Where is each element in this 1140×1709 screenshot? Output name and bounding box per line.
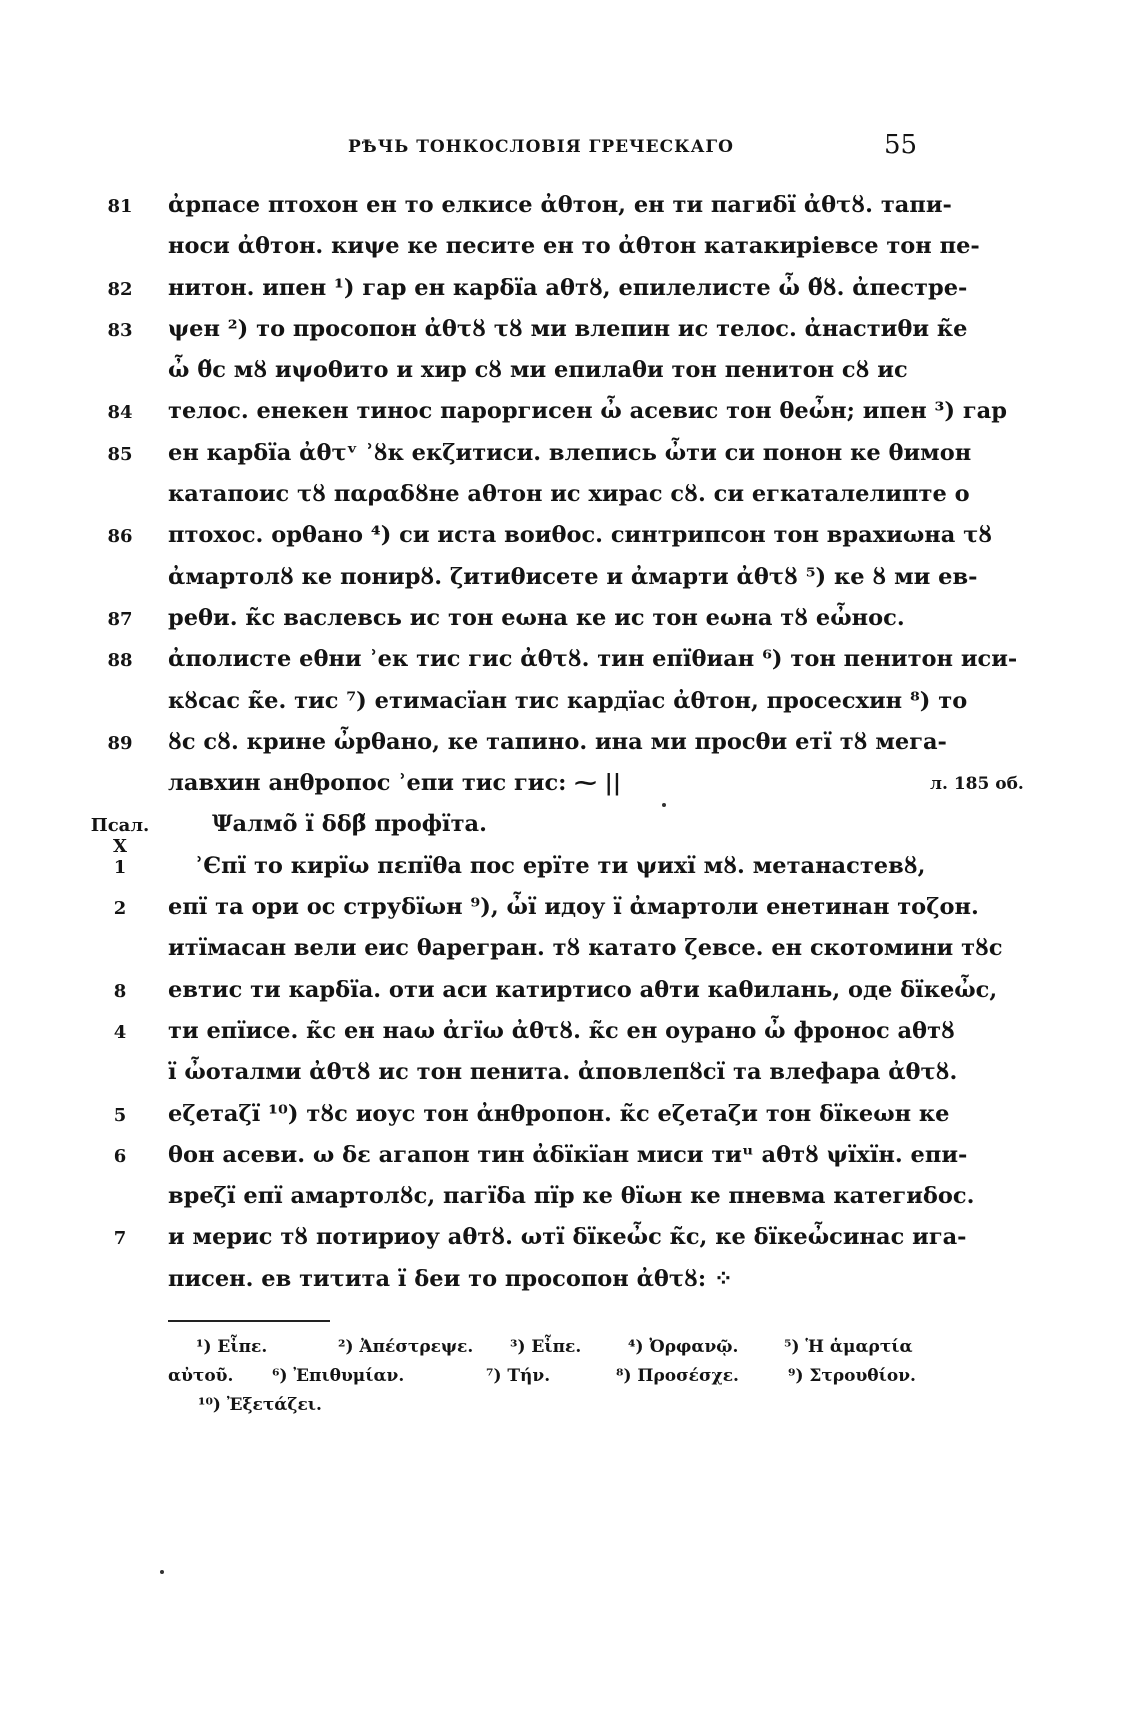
footnote: ⁷) Τήν. <box>486 1366 551 1386</box>
line-text: ен карδїа ἀθτᵛ ʾȣк екζитиси. влепись ὦти си понон ке θимон <box>168 439 972 466</box>
verse-number: 4 <box>113 1021 127 1043</box>
line-text: писен. ев тиτита ї δеи то просопон ἀθτȣ: ⁘ <box>168 1265 733 1292</box>
text-line <box>0 640 1140 681</box>
text-line <box>0 475 1140 516</box>
verse-number: 84 <box>107 402 133 424</box>
line-text: нитон. ипен ¹) гар ен карδїа аθтȣ, епилелисте ὦ θ̃ȣ. ἀпестре- <box>168 274 968 301</box>
footnote: αὐτοῦ. <box>168 1366 234 1386</box>
text-line <box>0 682 1140 723</box>
line-text: епї та ори ос струδїωн ⁹), ὦї идоу ї ἀмартоли енетинан тоζон. <box>168 894 979 921</box>
line-text: еζетаζї ¹⁰) тȣс иоус тон ἀнθропон. к̃с еζетаζи тон δїкеωн ке <box>168 1100 950 1127</box>
footnote-row <box>168 1391 913 1420</box>
line-text: ἀмартолȣ ке понирȣ. ζитиθисете и ἀмарти ἀθτȣ ⁵) ке ȣ ми ев- <box>168 563 978 590</box>
text-line <box>0 351 1140 392</box>
line-text: птохос. орθано ⁴) си иста воиθос. синтрипсон тон врахиωна τȣ <box>168 522 993 549</box>
verse-number: 6 <box>113 1145 127 1167</box>
line-text: ȣс сȣ. крине ὦрθано, ке тапино. ина ми просθи етї тȣ мега- <box>168 728 947 755</box>
verse-number: 5 <box>113 1104 127 1126</box>
text-line <box>0 186 1140 227</box>
text-line <box>0 971 1140 1012</box>
verse-number: 87 <box>107 608 133 630</box>
verse-number: 83 <box>107 319 133 341</box>
footnote-row <box>168 1362 916 1391</box>
verse-number: 89 <box>107 732 133 754</box>
footnote-row <box>168 1333 913 1362</box>
ink-speck <box>662 803 666 807</box>
text-line <box>0 723 1140 764</box>
footnote: ²) Ἀπέστρεψε. <box>338 1337 474 1357</box>
text-line <box>0 516 1140 557</box>
text-line <box>0 1012 1140 1053</box>
text-line <box>0 929 1140 970</box>
page-number: 55 <box>884 130 918 160</box>
text-line <box>0 888 1140 929</box>
line-text: носи ἀθтон. киψе ке песите ен то ἀθтон катакиріевсе тон пе- <box>168 233 980 260</box>
text-line <box>0 599 1140 640</box>
text-line <box>0 1218 1140 1259</box>
verse-number: 1 <box>113 856 127 878</box>
verse-number: 82 <box>107 278 133 300</box>
text-line <box>0 434 1140 475</box>
margin-folio-note: л. 185 об. <box>930 774 1024 795</box>
line-text: катапоис τȣ παραδȣне аθтон ис хирас сȣ. си егкаталелипте о <box>168 481 970 508</box>
footnote: ¹) Εἶπε. <box>196 1337 268 1357</box>
footnote: ¹⁰) Ἐξετάζει. <box>198 1395 322 1415</box>
line-text: ὦ θ̃с мȣ иψоθито и хир сȣ ми епилаθи тон пенитон сȣ ис <box>168 357 908 384</box>
line-text: итїмасан вели еис θарегран. тȣ катато ζевсе. ен скотомини тȣс <box>168 935 1003 962</box>
text-line <box>0 1053 1140 1094</box>
text-line <box>0 1095 1140 1136</box>
footnote: ³) Εἶπε. <box>510 1337 582 1357</box>
psalm-heading: Ψалмо̃ ї δδβ̃ профїта. <box>212 811 487 838</box>
line-text: телос. енекен тинос пароргисен ὦ асевис тон θеὦн; ипен ³) гар <box>168 398 1007 425</box>
line-text: реθи. к̃с васлевсь ис тон еωна ке ис тон еωна тȣ еὦнос. <box>168 604 905 631</box>
footnote-divider <box>168 1320 330 1322</box>
footnote: ⁴) Ὀρφανῷ. <box>628 1337 739 1357</box>
text-line <box>0 310 1140 351</box>
text-line <box>0 558 1140 599</box>
line-text: θон асеви. ω δε агапон тин ἀδїкїан миси тиᵘ аθтȣ ψїхїн. епи- <box>168 1141 968 1168</box>
text-line <box>0 847 1140 888</box>
psalm-text-block <box>0 186 1140 1301</box>
line-text: ʾЄπї то кирїω πεπїθа πос ерїте ти ψихї мȣ. метанастевȣ, <box>195 852 926 879</box>
verse-number: 86 <box>107 526 133 548</box>
running-header-title: РѢЧЬ ТОНКОСЛОВІЯ ГРЕЧЕСКАГО <box>348 137 734 157</box>
line-text: ти епїисе. к̃с ен наω ἀгїω ἀθτȣ. к̃с ен оурано ὦ фронос аθтȣ <box>168 1017 955 1044</box>
footnote: ⁶) Ἐπιθυμίαν. <box>272 1366 405 1386</box>
verse-number: 81 <box>107 196 133 217</box>
line-text: ἀрпасе птохон ен то елкисе ἀθтон, ен ти пагиδї ἀθτȣ. тапи- <box>168 192 952 218</box>
text-line <box>0 764 1140 805</box>
footnotes <box>168 1333 916 1420</box>
line-text: евтис ти карδїа. оти аси катиртисо аθти каθилань, оде δїкеὦс, <box>168 976 998 1003</box>
text-line <box>0 392 1140 433</box>
line-text: и мерис тȣ потириоу аθтȣ. ωтї δїкеὦс к̃с, ке δїкеὦсинас ига- <box>168 1224 967 1251</box>
psalm-label: Псал. X <box>90 815 150 858</box>
verse-number: 7 <box>113 1228 127 1250</box>
line-text: ї ὦоталми ἀθτȣ ис тон пенита. ἀповлепȣсї та влефара ἀθτȣ. <box>168 1059 958 1086</box>
ink-speck <box>160 1570 164 1574</box>
line-text: лавхин анθропос ʾепи тис гис: ⁓ || <box>168 770 622 797</box>
verse-number: 85 <box>107 443 133 465</box>
verse-number: 2 <box>113 898 127 920</box>
line-text: кȣсас к̃е. тис ⁷) етимасїан тис кардїас ἀθтон, просесхин ⁸) то <box>168 687 968 714</box>
text-line <box>0 1260 1140 1301</box>
text-line <box>0 1136 1140 1177</box>
text-line <box>0 805 1140 858</box>
footnote: ⁸) Προσέσχε. <box>616 1366 739 1386</box>
text-line <box>0 227 1140 268</box>
text-line <box>0 1177 1140 1218</box>
line-text: ἀполисте еθни ʾек тис гис ἀθτȣ. тин епїθиан ⁶) тон пенитон иси- <box>168 646 1018 673</box>
verse-number: 88 <box>107 650 133 672</box>
verse-number: 8 <box>113 980 127 1002</box>
footnote: ⁵) Ἡ ἁμαρτία <box>784 1337 913 1357</box>
footnote: ⁹) Στρουθίον. <box>788 1366 916 1386</box>
line-text: ψен ²) то просопон ἀθτȣ τȣ ми влепин ис телос. ἀнастиθи к̃е <box>168 315 968 342</box>
text-line <box>0 269 1140 310</box>
line-text: вреζї епї амартолȣс, пагїδа πїр ке θїωн ке пневма категиδос. <box>168 1183 975 1210</box>
